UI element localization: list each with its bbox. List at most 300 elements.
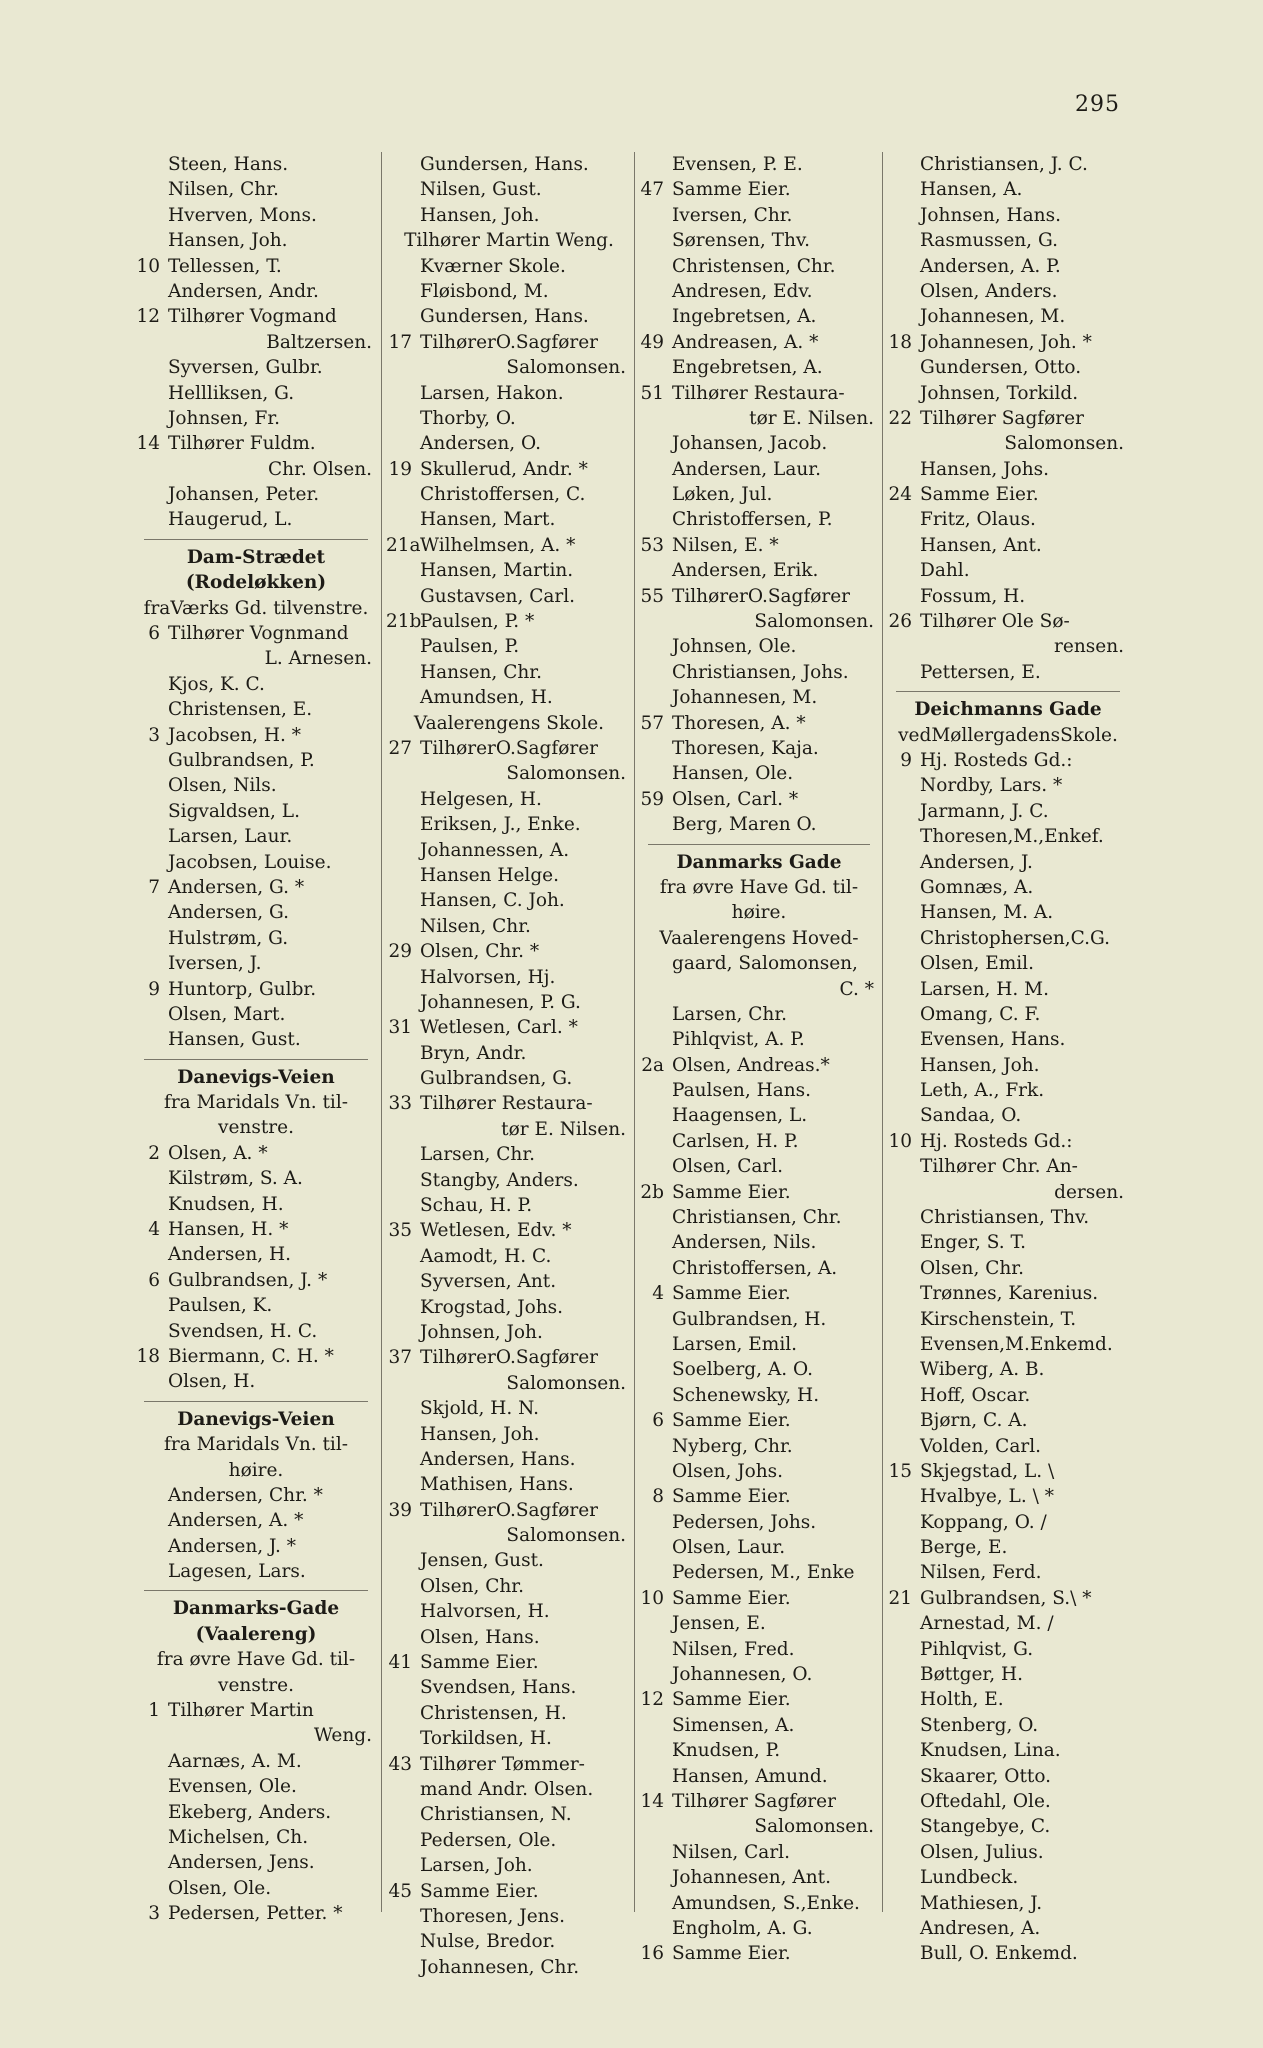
resident-name: Evensen,M.Enkemd. bbox=[920, 1333, 1113, 1355]
resident-name: Samme Eier. bbox=[420, 1880, 539, 1902]
resident-name: Larsen, Chr. bbox=[420, 1144, 536, 1166]
house-number: 53 bbox=[640, 534, 664, 556]
directory-entry bbox=[638, 660, 880, 685]
resident-name: Kværner Skole. bbox=[420, 255, 566, 277]
direction-note: høire. bbox=[731, 902, 787, 924]
resident-name: Samme Eier. bbox=[672, 1689, 791, 1711]
directory-entry bbox=[886, 1586, 1130, 1611]
directory-entry bbox=[886, 1103, 1130, 1128]
street-heading: Danevigs-Veien bbox=[177, 1066, 335, 1088]
directory-entry bbox=[886, 1484, 1130, 1509]
resident-name: Hansen, H. * bbox=[168, 1219, 289, 1241]
directory-entry bbox=[886, 584, 1130, 609]
column-4 bbox=[886, 152, 1130, 1967]
resident-name: Nilsen, Carl. bbox=[672, 1841, 790, 1863]
resident-name: Samme Eier. bbox=[672, 1486, 791, 1508]
directory-entry bbox=[886, 1053, 1130, 1078]
resident-name: Tilhører Ole Sø- bbox=[920, 611, 1070, 633]
directory-entry bbox=[886, 1687, 1130, 1712]
directory-entry bbox=[886, 228, 1130, 253]
resident-name: Hansen, C. Joh. bbox=[420, 890, 565, 912]
house-number: 33 bbox=[388, 1093, 412, 1115]
directory-entry bbox=[886, 748, 1130, 773]
house-number: 12 bbox=[136, 306, 160, 328]
directory-entry bbox=[134, 799, 378, 824]
resident-name: Samme Eier. bbox=[672, 1283, 791, 1305]
resident-name: Johannesen, Ant. bbox=[672, 1867, 831, 1889]
directory-entry bbox=[386, 1777, 632, 1802]
house-number: 2 bbox=[148, 1142, 160, 1164]
directory-entry bbox=[638, 1484, 880, 1509]
resident-name: Steen, Hans. bbox=[168, 154, 289, 175]
resident-name: Ingebretsen, A. bbox=[672, 306, 817, 328]
resident-name: Hansen, Mart. bbox=[420, 509, 556, 531]
directory-entry bbox=[386, 254, 632, 279]
directory-entry bbox=[886, 850, 1130, 875]
street-heading: Deichmanns Gade bbox=[914, 699, 1102, 721]
directory-entry bbox=[886, 355, 1130, 380]
resident-name: Hvalbye, L. \ * bbox=[920, 1486, 1054, 1508]
directory-entry bbox=[386, 177, 632, 202]
column-1 bbox=[134, 152, 378, 1927]
direction-note: venstre. bbox=[218, 1674, 294, 1696]
resident-name: Engholm, A. G. bbox=[672, 1917, 813, 1939]
page-number: 295 bbox=[1075, 92, 1120, 117]
directory-entry bbox=[638, 1307, 880, 1332]
directory-entry bbox=[638, 381, 880, 406]
resident-name: Tilhører Sagfører bbox=[920, 407, 1084, 429]
directory-entry bbox=[386, 304, 632, 329]
resident-name: Gulbrandsen, H. bbox=[672, 1308, 827, 1330]
street-heading: Dam-Strædet bbox=[186, 546, 326, 568]
entry-continuation: tør E. Nilsen. bbox=[501, 1118, 626, 1140]
resident-name: Johnsen, Fr. bbox=[168, 407, 281, 429]
resident-name: Sigvaldsen, L. bbox=[168, 800, 300, 822]
resident-name: Gustavsen, Carl. bbox=[420, 585, 576, 607]
directory-entry bbox=[886, 1459, 1130, 1484]
resident-name: Christophersen,C.G. bbox=[920, 927, 1111, 949]
directory-entry bbox=[134, 1027, 378, 1052]
resident-name: mand Andr. Olsen. bbox=[420, 1779, 594, 1800]
column-divider bbox=[634, 152, 635, 1912]
house-number: 10 bbox=[136, 255, 160, 277]
resident-name: Bull, O. Enkemd. bbox=[920, 1943, 1078, 1965]
directory-entry bbox=[886, 1764, 1130, 1789]
entry-continuation: Salomonsen. bbox=[506, 1525, 626, 1547]
resident-name: Hansen Helge. bbox=[420, 864, 559, 886]
directory-entry bbox=[638, 1053, 880, 1078]
directory-entry bbox=[886, 1002, 1130, 1027]
direction-note: venstre. bbox=[218, 1117, 294, 1139]
directory-entry bbox=[386, 990, 632, 1015]
resident-name: Skjegstad, L. \ bbox=[920, 1460, 1055, 1482]
house-number: 43 bbox=[388, 1753, 412, 1775]
directory-entry bbox=[638, 1637, 880, 1662]
resident-name: Volden, Carl. bbox=[920, 1435, 1042, 1457]
directory-entry bbox=[134, 1850, 378, 1875]
resident-name: TilhørerO.Sagfører bbox=[420, 1347, 598, 1369]
directory-entry bbox=[386, 1726, 632, 1751]
directory-entry bbox=[134, 1800, 378, 1825]
directory-entry bbox=[638, 1103, 880, 1128]
house-number: 18 bbox=[136, 1345, 160, 1367]
house-number: 8 bbox=[652, 1486, 664, 1508]
directory-entry bbox=[386, 1168, 632, 1193]
directory-entry bbox=[638, 330, 880, 355]
resident-name: Johnsen, Joh. bbox=[420, 1321, 543, 1343]
house-number: 31 bbox=[388, 1017, 412, 1039]
house-number: 2b bbox=[640, 1181, 664, 1203]
directory-entry bbox=[134, 1319, 378, 1344]
directory-entry bbox=[386, 812, 632, 837]
directory-entry bbox=[638, 1560, 880, 1585]
resident-name: Samme Eier. bbox=[672, 1587, 791, 1609]
directory-entry bbox=[386, 1650, 632, 1675]
directory-entry bbox=[886, 279, 1130, 304]
resident-name: Johannesen, Joh. * bbox=[920, 331, 1092, 353]
entry-continuation: Weng. bbox=[313, 1725, 372, 1747]
directory-entry bbox=[638, 507, 880, 532]
resident-name: Skaarer, Otto. bbox=[920, 1765, 1052, 1787]
directory-entry bbox=[886, 1129, 1130, 1154]
resident-name: Olsen, H. bbox=[168, 1371, 256, 1393]
directory-entry bbox=[134, 279, 378, 304]
resident-name: Christoffersen, A. bbox=[672, 1257, 838, 1279]
directory-entry bbox=[386, 1422, 632, 1447]
resident-name: Hansen, Johs. bbox=[920, 458, 1050, 480]
directory-entry bbox=[638, 1408, 880, 1433]
directory-entry bbox=[386, 1295, 632, 1320]
direction-note: fraVærks Gd. tilvenstre. bbox=[143, 597, 369, 619]
resident-name: Amundsen, S.,Enke. bbox=[672, 1892, 860, 1914]
directory-entry bbox=[386, 1625, 632, 1650]
resident-name: Løken, Jul. bbox=[672, 484, 773, 506]
resident-name: Amundsen, H. bbox=[420, 687, 553, 709]
resident-name: Svendsen, Hans. bbox=[420, 1677, 577, 1699]
directory-entry bbox=[638, 711, 880, 736]
directory-entry bbox=[886, 1510, 1130, 1535]
resident-name: Hansen, Joh. bbox=[168, 230, 288, 252]
resident-name: Thoresen, Jens. bbox=[420, 1905, 565, 1927]
directory-entry bbox=[638, 787, 880, 812]
resident-name: Wetlesen, Carl. * bbox=[420, 1017, 578, 1039]
directory-entry bbox=[134, 152, 378, 177]
resident-name: Nyberg, Chr. bbox=[672, 1435, 793, 1457]
directory-entry bbox=[886, 457, 1130, 482]
directory-entry bbox=[886, 1840, 1130, 1865]
resident-name: Samme Eier. bbox=[672, 179, 791, 201]
directory-entry bbox=[386, 863, 632, 888]
resident-name: Sandaa, O. bbox=[920, 1105, 1022, 1127]
resident-name: Aamodt, H. C. bbox=[420, 1245, 552, 1267]
resident-name: Hj. Rosteds Gd.: bbox=[920, 749, 1073, 771]
resident-name: Olsen, Johs. bbox=[672, 1460, 784, 1482]
resident-name: Koppang, O. / bbox=[920, 1511, 1047, 1533]
house-number: 6 bbox=[652, 1410, 664, 1432]
resident-name: Thoresen,M.,Enkef. bbox=[920, 826, 1104, 848]
section-divider bbox=[134, 1584, 378, 1596]
directory-entry bbox=[886, 1307, 1130, 1332]
resident-name: Gulbrandsen, G. bbox=[420, 1068, 573, 1090]
directory-entry bbox=[886, 1205, 1130, 1230]
house-number: 26 bbox=[888, 611, 912, 633]
directory-entry bbox=[638, 1357, 880, 1382]
resident-name: Andersen, Nils. bbox=[672, 1232, 817, 1254]
resident-name: Haugerud, L. bbox=[168, 509, 293, 531]
directory-entry bbox=[386, 1498, 632, 1523]
direction-note: fra Maridals Vn. til- bbox=[163, 1092, 349, 1114]
resident-name: Hj. Rosteds Gd.: bbox=[920, 1130, 1073, 1152]
resident-name: Andersen, A. P. bbox=[920, 255, 1061, 277]
directory-entry bbox=[638, 1662, 880, 1687]
directory-entry bbox=[638, 1256, 880, 1281]
resident-name: Paulsen, K. bbox=[168, 1295, 273, 1317]
directory-entry bbox=[638, 951, 880, 976]
resident-name: Svendsen, H. C. bbox=[168, 1320, 318, 1342]
section-divider bbox=[134, 1395, 378, 1407]
directory-entry bbox=[386, 584, 632, 609]
column-divider bbox=[882, 152, 883, 1912]
resident-name: Wilhelmsen, A. * bbox=[420, 534, 576, 556]
directory-entry bbox=[134, 177, 378, 202]
directory-entry bbox=[638, 1941, 880, 1966]
directory-entry bbox=[134, 1876, 378, 1901]
directory-entry bbox=[886, 203, 1130, 228]
resident-name: Tilhører Restaura- bbox=[672, 382, 845, 404]
resident-name: Fløisbond, M. bbox=[420, 280, 549, 302]
resident-name: Engebretsen, A. bbox=[672, 357, 823, 379]
directory-entry bbox=[386, 482, 632, 507]
resident-name: Dahl. bbox=[920, 560, 970, 582]
resident-name: Helgesen, H. bbox=[420, 788, 542, 810]
resident-name: Stenberg, O. bbox=[920, 1714, 1039, 1736]
direction-note: fra Maridals Vn. til- bbox=[163, 1434, 349, 1456]
resident-name: Paulsen, P. bbox=[420, 636, 520, 658]
house-number: 16 bbox=[640, 1943, 664, 1965]
resident-name: Hansen, A. bbox=[920, 179, 1023, 201]
resident-name: Syversen, Ant. bbox=[420, 1271, 557, 1293]
directory-entry bbox=[386, 1396, 632, 1421]
directory-entry bbox=[386, 914, 632, 939]
directory-entry bbox=[386, 1091, 632, 1116]
resident-name: Olsen, Julius. bbox=[920, 1841, 1044, 1863]
resident-name: Andersen, Erik. bbox=[672, 560, 819, 582]
resident-name: Hverven, Mons. bbox=[168, 204, 317, 226]
resident-name: Samme Eier. bbox=[672, 1410, 791, 1432]
resident-name: Larsen, Joh. bbox=[420, 1855, 533, 1877]
directory-entry bbox=[638, 1764, 880, 1789]
resident-name: Krogstad, Johs. bbox=[420, 1296, 564, 1318]
directory-entry bbox=[638, 1180, 880, 1205]
house-number: 45 bbox=[388, 1880, 412, 1902]
directory-entry bbox=[134, 951, 378, 976]
directory-entry bbox=[638, 1383, 880, 1408]
resident-name: Jacobsen, Louise. bbox=[168, 851, 332, 873]
directory-entry bbox=[386, 787, 632, 812]
resident-name: TilhørerO.Sagfører bbox=[420, 331, 598, 353]
resident-name: Andreasen, A. * bbox=[672, 331, 819, 353]
resident-name: Samme Eier. bbox=[672, 1181, 791, 1203]
section-divider bbox=[134, 533, 378, 545]
directory-entry bbox=[886, 1611, 1130, 1636]
directory-entry bbox=[886, 1560, 1130, 1585]
directory-entry bbox=[638, 1713, 880, 1738]
resident-name: Tilhører Martin bbox=[168, 1700, 314, 1722]
directory-entry bbox=[638, 1687, 880, 1712]
directory-entry bbox=[638, 1078, 880, 1103]
directory-entry bbox=[134, 748, 378, 773]
resident-name: Paulsen, Hans. bbox=[672, 1080, 812, 1102]
directory-entry bbox=[886, 1916, 1130, 1941]
directory-entry bbox=[386, 1269, 632, 1294]
directory-entry bbox=[886, 1027, 1130, 1052]
directory-entry bbox=[386, 431, 632, 456]
directory-entry bbox=[638, 812, 880, 837]
directory-entry bbox=[134, 1166, 378, 1191]
direction-note: fra øvre Have Gd. til- bbox=[659, 876, 859, 898]
directory-entry bbox=[386, 203, 632, 228]
resident-name: Hansen, M. A. bbox=[920, 902, 1054, 924]
resident-name: Mathisen, Hans. bbox=[420, 1474, 574, 1496]
directory-entry bbox=[386, 152, 632, 177]
directory-entry bbox=[886, 900, 1130, 925]
directory-entry bbox=[886, 558, 1130, 583]
house-number: 21a bbox=[386, 534, 421, 556]
resident-name: Hansen, Joh. bbox=[920, 1054, 1040, 1076]
resident-name: Wetlesen, Edv. * bbox=[420, 1220, 572, 1242]
directory-entry bbox=[134, 900, 378, 925]
directory-entry bbox=[386, 1472, 632, 1497]
resident-name: Larsen, Chr. bbox=[672, 1003, 788, 1025]
resident-name: Hansen, Martin. bbox=[420, 560, 574, 582]
resident-name: Kirschenstein, T. bbox=[920, 1308, 1077, 1330]
directory-entry bbox=[134, 773, 378, 798]
resident-name: Nilsen, E. * bbox=[672, 534, 779, 556]
house-number: 12 bbox=[640, 1689, 664, 1711]
directory-entry bbox=[886, 1738, 1130, 1763]
directory-entry bbox=[134, 431, 378, 456]
directory-entry bbox=[134, 1559, 378, 1584]
directory-entry bbox=[886, 1535, 1130, 1560]
resident-name: Christensen, H. bbox=[420, 1702, 567, 1724]
directory-entry bbox=[638, 177, 880, 202]
section-divider bbox=[886, 685, 1130, 697]
directory-entry bbox=[638, 558, 880, 583]
resident-name: gaard, Salomonsen, bbox=[672, 953, 858, 975]
directory-entry bbox=[886, 1357, 1130, 1382]
directory-entry bbox=[386, 1802, 632, 1827]
directory-entry bbox=[886, 660, 1130, 685]
directory-entry bbox=[386, 1752, 632, 1777]
resident-name: Hansen, Amund. bbox=[672, 1765, 828, 1787]
directory-entry bbox=[638, 482, 880, 507]
resident-name: Syversen, Gulbr. bbox=[168, 357, 323, 379]
resident-name: Fritz, Olaus. bbox=[920, 509, 1036, 531]
directory-entry bbox=[638, 1789, 880, 1814]
resident-name: Andersen, Hans. bbox=[420, 1448, 576, 1470]
resident-name: Biermann, C. H. * bbox=[168, 1345, 334, 1367]
resident-name: Simensen, A. bbox=[672, 1714, 795, 1736]
entry-continuation: Chr. Olsen. bbox=[268, 458, 372, 480]
direction-note: vedMøllergadensSkole. bbox=[898, 724, 1118, 746]
directory-entry bbox=[386, 1955, 632, 1980]
resident-name: Andersen, A. * bbox=[168, 1510, 304, 1532]
directory-entry bbox=[886, 1814, 1130, 1839]
resident-name: Arnestad, M. / bbox=[920, 1613, 1054, 1635]
resident-name: Johannesen, M. bbox=[672, 687, 818, 709]
resident-name: Soelberg, A. O. bbox=[672, 1359, 813, 1381]
directory-entry bbox=[886, 926, 1130, 951]
directory-entry bbox=[386, 1447, 632, 1472]
directory-entry bbox=[886, 1637, 1130, 1662]
directory-entry bbox=[134, 254, 378, 279]
resident-name: Michelsen, Ch. bbox=[168, 1827, 309, 1848]
resident-name: TilhørerO.Sagfører bbox=[672, 585, 850, 607]
house-number: 47 bbox=[640, 179, 664, 201]
entry-continuation: Salomonsen. bbox=[506, 763, 626, 785]
resident-name: Hulstrøm, G. bbox=[168, 927, 289, 949]
resident-name: Lundbeck. bbox=[920, 1867, 1019, 1889]
directory-entry bbox=[386, 457, 632, 482]
directory-entry bbox=[386, 330, 632, 355]
resident-name: Christiansen, N. bbox=[420, 1804, 572, 1826]
house-number: 49 bbox=[640, 331, 664, 353]
directory-entry bbox=[886, 1078, 1130, 1103]
directory-entry bbox=[134, 1002, 378, 1027]
directory-entry bbox=[386, 965, 632, 990]
direction-note: høire. bbox=[228, 1459, 284, 1481]
directory-entry bbox=[638, 1535, 880, 1560]
directory-entry bbox=[638, 431, 880, 456]
resident-name: Christiansen, J. C. bbox=[920, 154, 1088, 175]
resident-name: Olsen, A. * bbox=[168, 1142, 268, 1164]
direction-note: Tilhører Martin Weng. bbox=[404, 230, 614, 252]
directory-entry bbox=[886, 609, 1130, 634]
resident-name: Andersen, Jens. bbox=[168, 1852, 315, 1874]
column-3 bbox=[638, 152, 880, 1967]
directory-entry bbox=[386, 1041, 632, 1066]
directory-entry bbox=[134, 1141, 378, 1166]
directory-entry bbox=[886, 1434, 1130, 1459]
directory-entry bbox=[134, 1369, 378, 1394]
directory-entry bbox=[886, 330, 1130, 355]
entry-continuation: Salomonsen. bbox=[754, 611, 874, 633]
directory-entry bbox=[886, 254, 1130, 279]
directory-entry bbox=[134, 304, 378, 329]
resident-name: Samme Eier. bbox=[672, 1943, 791, 1965]
house-number: 14 bbox=[640, 1791, 664, 1812]
resident-name: Halvorsen, Hj. bbox=[420, 966, 556, 988]
resident-name: Pedersen, Johs. bbox=[672, 1511, 817, 1533]
directory-entry bbox=[638, 203, 880, 228]
directory-entry bbox=[638, 1230, 880, 1255]
directory-entry bbox=[386, 838, 632, 863]
entry-continuation: tør E. Nilsen. bbox=[749, 407, 874, 429]
resident-name: Stangby, Anders. bbox=[420, 1169, 579, 1191]
directory-entry bbox=[638, 1840, 880, 1865]
house-number: 37 bbox=[388, 1347, 412, 1369]
directory-entry bbox=[386, 381, 632, 406]
resident-name: Larsen, Hakon. bbox=[420, 382, 564, 404]
directory-entry bbox=[386, 736, 632, 761]
house-number: 9 bbox=[900, 749, 912, 771]
resident-name: Huntorp, Gulbr. bbox=[168, 978, 317, 1000]
directory-entry bbox=[386, 558, 632, 583]
directory-entry bbox=[886, 1230, 1130, 1255]
directory-entry bbox=[638, 1434, 880, 1459]
resident-name: Andresen, A. bbox=[920, 1917, 1041, 1939]
directory-entry bbox=[134, 1901, 378, 1926]
